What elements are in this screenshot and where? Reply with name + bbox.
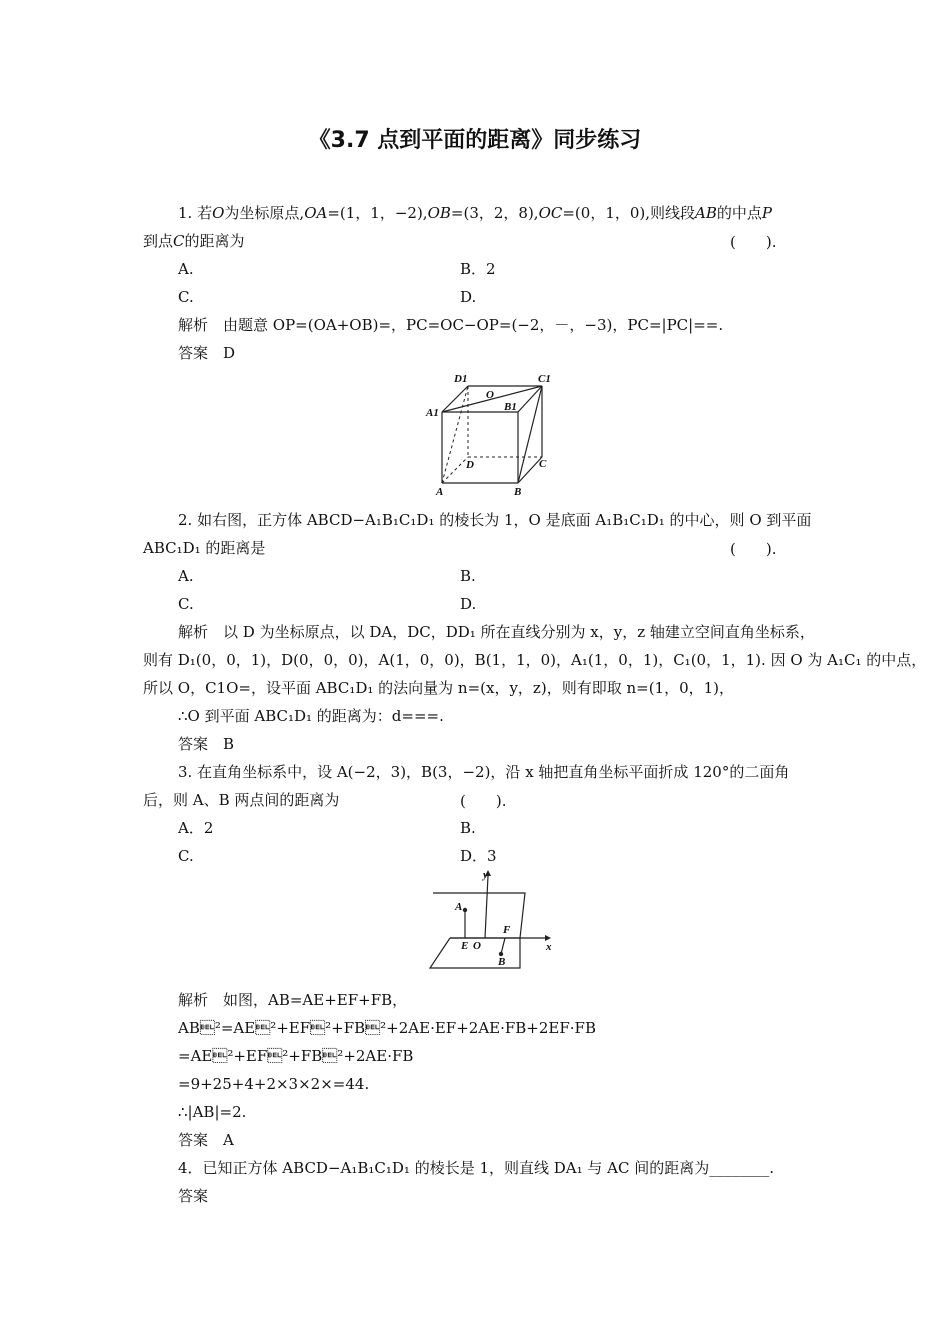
fold-figure <box>425 868 560 978</box>
q2-option-b: B. <box>460 567 476 585</box>
q2-option-a: A. <box>178 567 194 585</box>
q1-option-a: A. <box>178 260 194 278</box>
fold-label: x <box>546 941 552 953</box>
q1-answer: 答案 D <box>178 344 236 362</box>
q1-option-b: B．2 <box>460 260 496 278</box>
q3-option-d: D．3 <box>460 847 497 865</box>
fold-label: A <box>455 901 463 913</box>
cube-label: D1 <box>454 373 468 385</box>
q2-option-d: D. <box>460 595 477 613</box>
q1-answer-paren: ( ). <box>730 233 777 251</box>
q4-line1: 4．已知正方体 ABCD−A₁B₁C₁D₁ 的棱长是 1，则直线 DA₁ 与 AC 间的距离为________. <box>178 1159 775 1177</box>
cube-label: D <box>466 459 474 471</box>
cube-label: O <box>486 389 494 401</box>
y-axis <box>485 876 488 938</box>
q2-answer: 答案 B <box>178 735 235 753</box>
q2-solution-3: 所以 O，C1O=，设平面 ABC₁D₁ 的法向量为 n=(x，y，z)，则有即取 n=(1，0，1)， <box>143 679 735 697</box>
point-a <box>463 908 467 912</box>
q2-solution-4: ∴O 到平面 ABC₁D₁ 的距离为：d===. <box>178 707 444 725</box>
q3-option-c: C. <box>178 847 194 865</box>
cube-figure <box>420 370 560 500</box>
q3-solution-3: =AE²+EF²+FB²+2AE·FB <box>178 1047 414 1065</box>
q1-solution: 解析 由题意 OP=(OA+OB)=，PC=OC−OP=(−2，－，−3)，PC=|PC|==. <box>178 316 724 334</box>
q2-solution-2: 则有 D₁(0，0，1)，D(0，0，0)，A(1，0，0)，B(1，1，0)，A₁(1，0，1)，C₁(0，1，1). 因 O 为 A₁C₁ 的中点， <box>143 651 927 669</box>
cube-label: C <box>539 458 547 470</box>
cube-hidden-diagonal <box>442 386 468 483</box>
segment-fb <box>501 938 505 954</box>
cube-label: C1 <box>538 373 551 385</box>
q3-line1: 3. 在直角坐标系中，设 A(−2，3)，B(3，−2)，沿 x 轴把直角坐标平面折成 120°的二面角 <box>178 763 790 781</box>
fold-label: B <box>498 956 506 968</box>
q2-line2: ABC₁D₁ 的距离是 <box>143 539 266 557</box>
cube-label: A <box>436 486 444 498</box>
upper-half-plane <box>433 893 525 938</box>
q3-answer: 答案 A <box>178 1131 234 1149</box>
q2-answer-paren: ( ). <box>730 540 777 558</box>
page-title: 《3.7 点到平面的距离》同步练习 <box>308 128 642 153</box>
q1-line1: 1. 若O为坐标原点,OA=(1，1，−2),OB=(3，2，8),OC=(0，1，0),则线段AB的中点P <box>178 204 772 222</box>
q3-option-a: A．2 <box>178 819 214 837</box>
cube-label: A1 <box>426 407 439 419</box>
q3-solution-1: 解析 如图，AB=AE+EF+FB， <box>178 991 408 1009</box>
q3-solution-4: =9+25+4+2×3×2×=44. <box>178 1075 370 1093</box>
q3-solution-2: AB²=AE²+EF²+FB²+2AE·EF+2AE·FB+2EF·FB <box>178 1019 596 1037</box>
q1-line2: 到点C的距离为 <box>143 232 245 250</box>
q3-solution-5: ∴|AB|=2. <box>178 1103 247 1121</box>
q3-line2: 后，则 A、B 两点间的距离为 <box>143 791 340 809</box>
fold-label: F <box>503 924 511 936</box>
cube-label: B <box>514 486 522 498</box>
q2-option-c: C. <box>178 595 194 613</box>
q3-option-b: B. <box>460 819 476 837</box>
q1-option-d: D. <box>460 288 477 306</box>
fold-label: y <box>483 869 488 881</box>
q2-solution-1: 解析 以 D 为坐标原点，以 DA，DC，DD₁ 所在直线分别为 x，y，z 轴建立空间直角坐标系， <box>178 623 815 641</box>
cube-label: B1 <box>504 401 517 413</box>
q2-line1: 2. 如右图，正方体 ABCD−A₁B₁C₁D₁ 的棱长为 1，O 是底面 A₁B₁C₁D₁ 的中心，则 O 到平面 <box>178 511 812 529</box>
q1-option-c: C. <box>178 288 194 306</box>
fold-label: E <box>461 940 469 952</box>
q4-answer: 答案 <box>178 1187 209 1205</box>
q3-answer-paren: ( ). <box>460 792 507 810</box>
fold-label: O <box>473 940 481 952</box>
